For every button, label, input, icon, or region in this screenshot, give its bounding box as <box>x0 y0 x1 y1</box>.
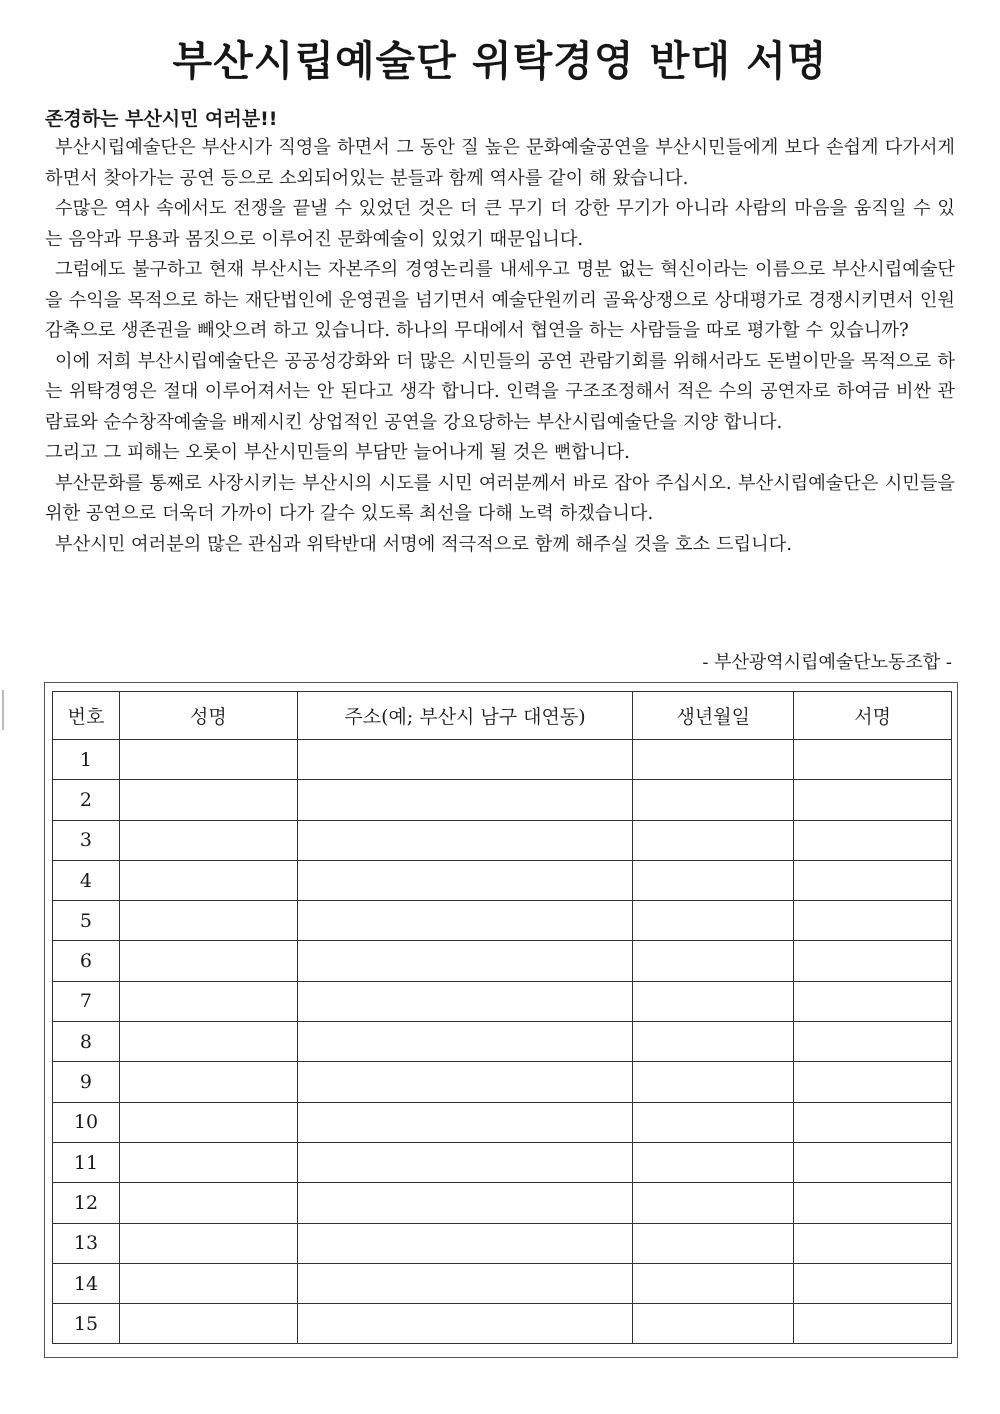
paragraph-5: 그리고 그 피해는 오롯이 부산시민들의 부담만 늘어나게 될 것은 뻔합니다. <box>45 442 630 463</box>
signature-cell[interactable] <box>794 1022 952 1062</box>
address-cell[interactable] <box>297 901 633 941</box>
birthdate-cell[interactable] <box>633 740 794 780</box>
birthdate-cell[interactable] <box>633 1223 794 1263</box>
table-row <box>53 780 952 820</box>
address-cell[interactable] <box>297 1142 633 1182</box>
birthdate-cell[interactable] <box>633 1263 794 1303</box>
table-row <box>53 1223 952 1263</box>
petition-body <box>45 133 955 560</box>
table-row <box>53 820 952 860</box>
name-cell[interactable] <box>119 1183 297 1223</box>
birthdate-cell[interactable] <box>633 981 794 1021</box>
header-address: 주소(예; 부산시 남구 대연동) <box>297 692 633 740</box>
row-number-cell: 5 <box>53 901 120 941</box>
name-cell[interactable] <box>119 901 297 941</box>
table-row <box>53 901 952 941</box>
birthdate-cell[interactable] <box>633 1102 794 1142</box>
name-cell[interactable] <box>119 740 297 780</box>
address-cell[interactable] <box>297 1102 633 1142</box>
paragraph-6: 부산문화를 통째로 사장시키는 부산시의 시도를 시민 여러분께서 바로 잡아 주십시오. 부산시립예술단은 시민들을 위한 공연으로 더욱더 가까이 다가 갈수 있도록 최선을 다해 노력 하겠습니다. <box>45 472 955 524</box>
address-cell[interactable] <box>297 820 633 860</box>
paragraph-3: 그럼에도 불구하고 현재 부산시는 자본주의 경영논리를 내세우고 명분 없는 혁신이라는 이름으로 부산시립예술단을 수익을 목적으로 하는 재단법인에 운영권을 넘기면서 예술단원끼리 골육상쟁으로 상대평가로 경쟁시키면서 인원감축으로 생존권을 빼앗으려 하고 있습니다. 하나의 무대에서 협연을 하는 사람들을 따로 평가할 수 있습니까? <box>45 259 955 341</box>
table-body <box>53 740 952 1344</box>
address-cell[interactable] <box>297 1183 633 1223</box>
signature-cell[interactable] <box>794 1304 952 1344</box>
table-header-row <box>53 692 952 740</box>
header-number: 번호 <box>53 692 120 740</box>
signature-cell[interactable] <box>794 941 952 981</box>
address-cell[interactable] <box>297 941 633 981</box>
birthdate-cell[interactable] <box>633 1062 794 1102</box>
birthdate-cell[interactable] <box>633 1022 794 1062</box>
table-row <box>53 740 952 780</box>
signature-cell[interactable] <box>794 981 952 1021</box>
header-birthdate: 생년월일 <box>633 692 794 740</box>
paragraph-1: 부산시립예술단은 부산시가 직영을 하면서 그 동안 질 높은 문화예술공연을 부산시민들에게 보다 손쉽게 다가서게 하면서 찾아가는 공연 등으로 소외되어있는 분들과 함께 역사를 같이 해 왔습니다. <box>45 137 955 189</box>
signature-cell[interactable] <box>794 1142 952 1182</box>
row-number-cell: 2 <box>53 780 120 820</box>
table-row <box>53 1183 952 1223</box>
table-row <box>53 1102 952 1142</box>
row-number-cell: 1 <box>53 740 120 780</box>
address-cell[interactable] <box>297 1022 633 1062</box>
row-number-cell: 14 <box>53 1263 120 1303</box>
birthdate-cell[interactable] <box>633 941 794 981</box>
address-cell[interactable] <box>297 981 633 1021</box>
name-cell[interactable] <box>119 1304 297 1344</box>
table-row <box>53 860 952 900</box>
row-number-cell: 8 <box>53 1022 120 1062</box>
row-number-cell: 6 <box>53 941 120 981</box>
address-cell[interactable] <box>297 1263 633 1303</box>
signature-table <box>52 691 952 1344</box>
signature-cell[interactable] <box>794 820 952 860</box>
address-cell[interactable] <box>297 1062 633 1102</box>
address-cell[interactable] <box>297 740 633 780</box>
table-row <box>53 1263 952 1303</box>
signature-cell[interactable] <box>794 1263 952 1303</box>
signature-cell[interactable] <box>794 1102 952 1142</box>
birthdate-cell[interactable] <box>633 820 794 860</box>
row-number-cell: 10 <box>53 1102 120 1142</box>
row-number-cell: 13 <box>53 1223 120 1263</box>
table-row <box>53 941 952 981</box>
row-number-cell: 15 <box>53 1304 120 1344</box>
signature-cell[interactable] <box>794 780 952 820</box>
signature-cell[interactable] <box>794 1183 952 1223</box>
address-cell[interactable] <box>297 860 633 900</box>
birthdate-cell[interactable] <box>633 780 794 820</box>
header-signature: 서명 <box>794 692 952 740</box>
paragraph-2: 수많은 역사 속에서도 전쟁을 끝낼 수 있었던 것은 더 큰 무기 더 강한 무기가 아니라 사람의 마음을 움직일 수 있는 음악과 무용과 몸짓으로 이루어진 문화예술이 있었기 때문입니다. <box>45 198 955 250</box>
name-cell[interactable] <box>119 1062 297 1102</box>
name-cell[interactable] <box>119 820 297 860</box>
birthdate-cell[interactable] <box>633 1142 794 1182</box>
name-cell[interactable] <box>119 981 297 1021</box>
table-row <box>53 1022 952 1062</box>
table-row <box>53 1062 952 1102</box>
name-cell[interactable] <box>119 1223 297 1263</box>
signature-cell[interactable] <box>794 860 952 900</box>
address-cell[interactable] <box>297 1304 633 1344</box>
greeting: 존경하는 부산시민 여러분!! <box>45 108 278 130</box>
row-number-cell: 7 <box>53 981 120 1021</box>
address-cell[interactable] <box>297 780 633 820</box>
name-cell[interactable] <box>119 1142 297 1182</box>
page-title: 부산시립예술단 위탁경영 반대 서명 <box>172 37 828 85</box>
header-name: 성명 <box>119 692 297 740</box>
row-number-cell: 9 <box>53 1062 120 1102</box>
address-cell[interactable] <box>297 1223 633 1263</box>
table-row <box>53 981 952 1021</box>
row-number-cell: 3 <box>53 820 120 860</box>
birthdate-cell[interactable] <box>633 901 794 941</box>
union-signature: - 부산광역시립예술단노동조합 - <box>702 652 952 673</box>
birthdate-cell[interactable] <box>633 1304 794 1344</box>
scan-edge-mark <box>2 690 4 730</box>
name-cell[interactable] <box>119 1102 297 1142</box>
signature-cell[interactable] <box>794 1223 952 1263</box>
row-number-cell: 12 <box>53 1183 120 1223</box>
signature-cell[interactable] <box>794 901 952 941</box>
name-cell[interactable] <box>119 780 297 820</box>
table-row <box>53 1304 952 1344</box>
name-cell[interactable] <box>119 860 297 900</box>
table-row <box>53 1142 952 1182</box>
paragraph-7: 부산시민 여러분의 많은 관심과 위탁반대 서명에 적극적으로 함께 해주실 것을 호소 드립니다. <box>55 533 793 555</box>
signature-cell[interactable] <box>794 740 952 780</box>
name-cell[interactable] <box>119 1263 297 1303</box>
signature-cell[interactable] <box>794 1062 952 1102</box>
paragraph-4: 이에 저희 부산시립예술단은 공공성강화와 더 많은 시민들의 공연 관람기회를 위해서라도 돈벌이만을 목적으로 하는 위탁경영은 절대 이루어져서는 안 된다고 생각 합니다. 인력을 구조조정해서 적은 수의 공연자로 하여금 비싼 관람료와 순수창작예술을 배제시킨 상업적인 공연을 강요당하는 부산시립예술단을 지양 합니다. <box>45 350 955 433</box>
name-cell[interactable] <box>119 941 297 981</box>
birthdate-cell[interactable] <box>633 1183 794 1223</box>
row-number-cell: 4 <box>53 860 120 900</box>
row-number-cell: 11 <box>53 1142 120 1182</box>
birthdate-cell[interactable] <box>633 860 794 900</box>
name-cell[interactable] <box>119 1022 297 1062</box>
